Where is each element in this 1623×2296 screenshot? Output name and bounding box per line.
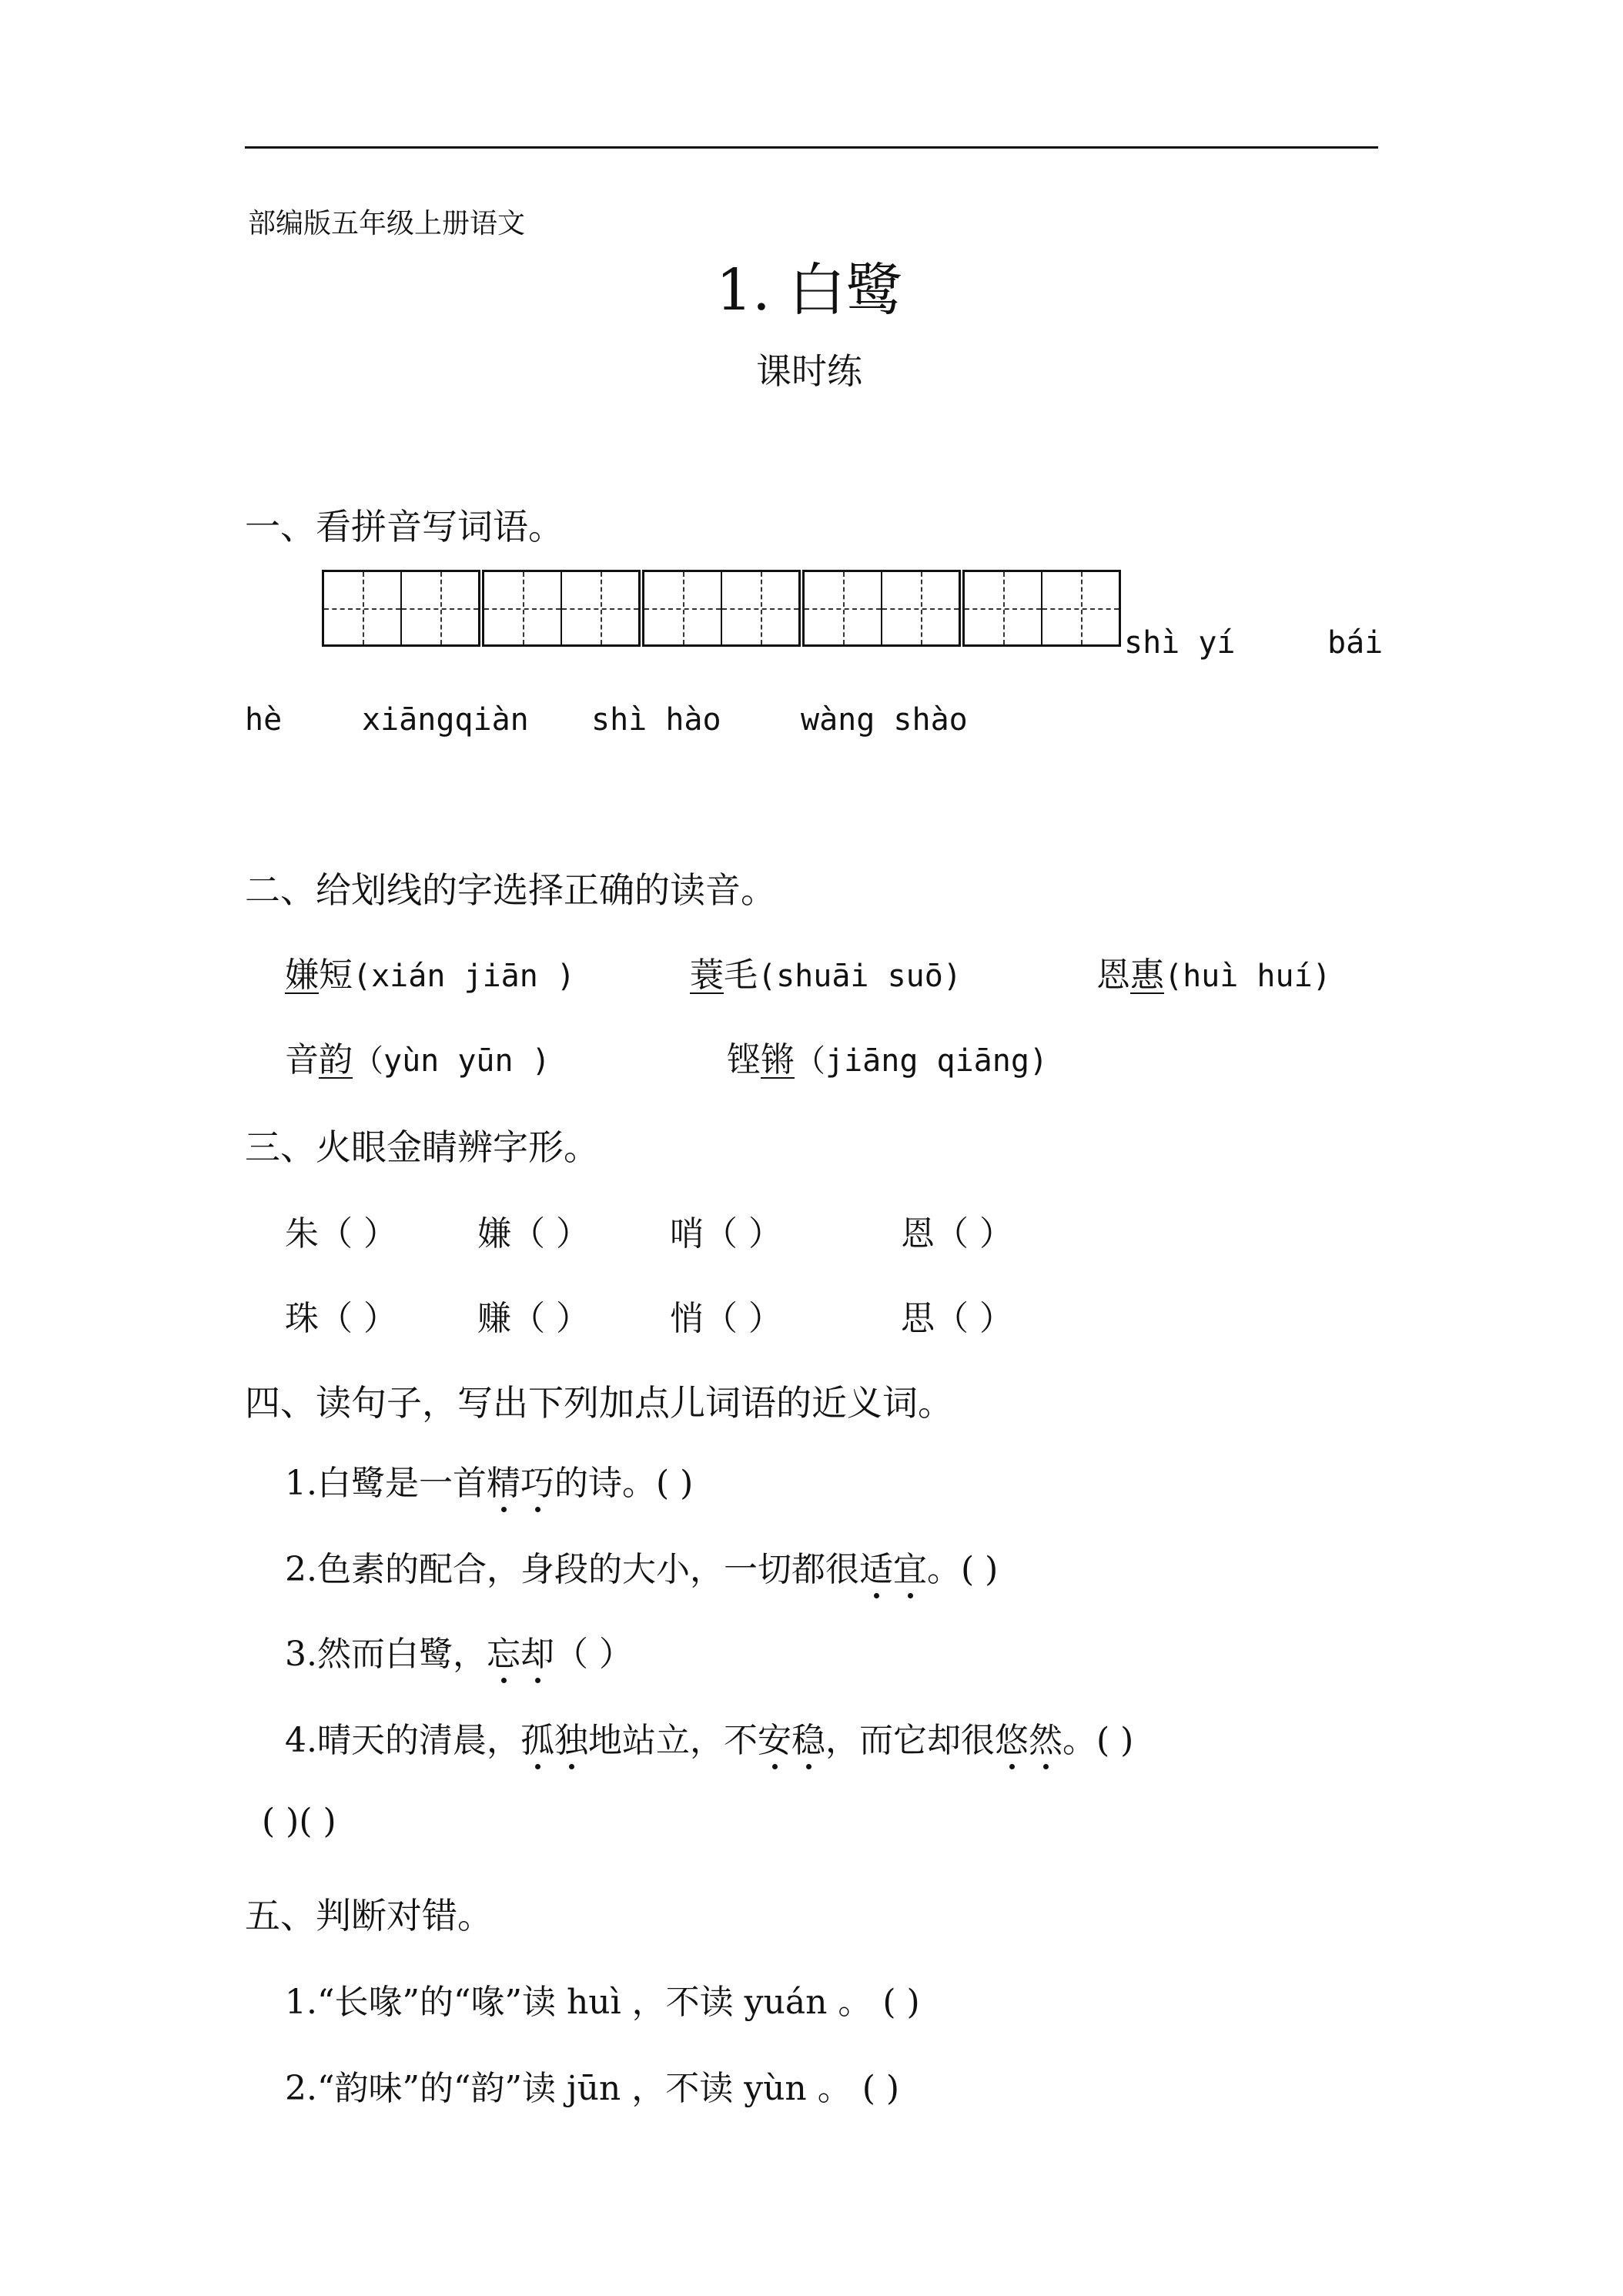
grid-box[interactable] [322,570,480,647]
section-1-heading: 一、看拼音写词语。 [245,506,564,547]
grid-box[interactable] [642,570,801,647]
dotted-char: 独 [554,1712,588,1762]
pinyin-bai: bái [1327,625,1384,661]
underlined-char: 嫌 [285,956,319,995]
grid-box[interactable] [802,570,961,647]
dotted-char: 孤 [520,1712,554,1762]
pinyin-shiyi: shì yí [1124,625,1236,661]
reading-item-5: 铿锵（jiāng qiāng) [727,1040,1048,1079]
true-false-q2: 2.“韵味”的“韵”读 jūn ，不读 yùn 。 ( ) [285,2069,900,2108]
synonym-q4: 4.晴天的清晨，孤独地站立，不安稳，而它却很悠然。( ) [285,1712,1133,1762]
glyph-pair: 珠（ ） [285,1299,397,1338]
underlined-char: 韵 [319,1040,353,1079]
dotted-char: 稳 [791,1712,825,1762]
grid-box[interactable] [962,570,1121,647]
dotted-char: 然 [1029,1712,1062,1762]
section-5-heading: 五、判断对错。 [245,1895,493,1936]
glyph-pair: 赚（ ） [477,1299,590,1338]
header-rule [245,146,1378,149]
dotted-char: 巧 [520,1455,554,1504]
reading-item-2: 蓑毛(shuāi suō) [690,956,962,995]
underlined-char: 惠 [1130,956,1164,995]
lesson-title: 1. 白鹭 [716,257,903,323]
glyph-pair: 悄（ ） [670,1299,782,1338]
reading-item-1: 嫌短(xián jiān ) [285,956,575,995]
section-3-heading: 三、火眼金睛辨字形。 [245,1126,599,1168]
section-2-heading: 二、给划线的字选择正确的读音。 [245,869,776,911]
true-false-q1: 1.“长喙”的“喙”读 huì ，不读 yuán 。 ( ) [285,1983,920,2022]
pinyin-he: hè [245,702,283,738]
glyph-pair: 哨（ ） [670,1214,782,1253]
dotted-char: 安 [758,1712,791,1762]
synonym-q3: 3.然而白鹭，忘却（ ） [285,1626,633,1675]
glyph-pair: 思（ ） [901,1299,1013,1338]
dotted-char: 忘 [487,1626,520,1675]
reading-item-3: 恩惠(huì huí) [1096,956,1331,995]
glyph-pair: 朱（ ） [285,1214,397,1253]
grid-box[interactable] [482,570,641,647]
dotted-char: 悠 [995,1712,1029,1762]
glyph-pair: 嫌（ ） [477,1214,590,1253]
dotted-char: 适 [859,1541,893,1591]
writing-grid [322,570,1123,647]
dotted-char: 宜 [893,1541,927,1591]
glyph-pair: 恩（ ） [901,1214,1013,1253]
lesson-subtitle: 课时练 [756,350,862,392]
dotted-char: 精 [487,1455,520,1504]
dotted-char: 却 [520,1626,554,1675]
underlined-char: 蓑 [690,956,724,995]
pinyin-wangshao: wàng shào [801,702,968,738]
synonym-q2: 2.色素的配合，身段的大小，一切都很适宜。( ) [285,1541,998,1591]
synonym-q1: 1.白鹭是一首精巧的诗。( ) [285,1455,693,1504]
section-4-heading: 四、读句子，写出下列加点儿词语的近义词。 [245,1382,953,1424]
underlined-char: 锵 [761,1040,795,1079]
document-header: 部编版五年级上册语文 [248,208,526,239]
pinyin-xiangqian: xiāngqiàn [362,702,529,738]
synonym-q4-extra-blanks: ( )( ) [262,1802,336,1841]
reading-item-4: 音韵（yùn yūn ) [285,1040,550,1079]
pinyin-shihao: shì hào [591,702,721,738]
